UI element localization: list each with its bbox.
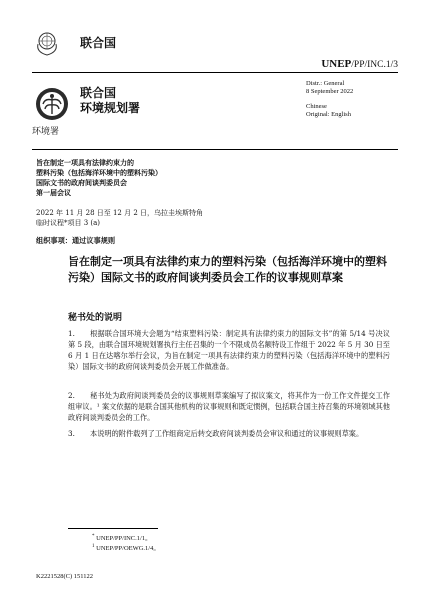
- unep-org-name: [80, 86, 140, 116]
- footnote-text: UNEP/PP/INC.1/1。: [96, 535, 152, 542]
- unep-org-line2: 环境规划署: [80, 101, 141, 115]
- session-dates: 2022 年 11 月 28 日至 12 月 2 日，乌拉圭埃斯特角: [36, 209, 204, 217]
- distr-line: Distr.: General: [306, 80, 345, 87]
- footnote-2: [92, 543, 160, 552]
- paragraph-number: 3.: [68, 429, 75, 438]
- footnote-text: UNEP/PP/OEWG.1/4。: [96, 545, 160, 552]
- date-line: 8 September 2022: [306, 88, 354, 95]
- paragraph-2: [68, 390, 390, 423]
- footnote-marker: 1: [92, 543, 95, 549]
- document-title: 旨在制定一项具有法律约束力的塑料污染（包括海洋环境中的塑料污染）国际文书的政府间谈判委员会工作的议事规则草案: [68, 255, 387, 284]
- meeting-line-4: 第一届会议: [36, 189, 71, 197]
- paragraph-text: 根据联合国环境大会题为“结束塑料污染：制定具有法律约束力的国际文书”的第 5/14 号决议第 5 段，由联合国环境规划署执行主任召集的一个不限成员名额特设工作组于 2022 年 5 月 30 日至 6 月 1 日在达喀尔举行会议，为旨在制定一项具有法律约束力的塑料污染（包括海洋环境中的塑料污染）国际文书的政府间谈判委员会开展工作做准备。: [68, 329, 390, 371]
- session-info: [36, 208, 203, 228]
- footnote-rule: [68, 528, 158, 529]
- agenda-reference: 临时议程*项目 3 (a): [36, 219, 101, 227]
- symbol-suffix: /PP/INC.1/3: [351, 60, 398, 70]
- paragraph-3: [68, 428, 390, 439]
- unep-org-line1: 联合国: [80, 86, 117, 100]
- note-title: 秘书处的说明: [68, 313, 123, 323]
- meeting-heading: [36, 158, 162, 198]
- job-number: K2221528(C) 151122: [36, 573, 93, 580]
- footnote-marker: *: [92, 533, 95, 539]
- un-emblem-icon: [34, 30, 60, 56]
- un-org-name: 联合国: [80, 36, 117, 50]
- paragraph-text: 秘书处为政府间谈判委员会的议事规则草案编写了拟议案文，将其作为一份工作文件提交工作组审议。¹ 案文依据的是联合国其他机构的议事规则和既定惯例，包括联合国主持召集的环境领域其他政府间谈判委员会的工作。: [68, 391, 390, 422]
- meeting-line-3: 国际文书的政府间谈判委员会: [36, 179, 127, 187]
- emblem-caption: 环境署: [32, 127, 60, 137]
- meeting-line-2: 塑料污染（包括海洋环境中的塑料污染）: [36, 169, 162, 177]
- paragraph-1: [68, 328, 390, 372]
- document-symbol: [321, 58, 398, 70]
- distribution-info: [306, 80, 353, 119]
- unep-emblem-icon: [34, 86, 70, 122]
- agenda-item: 组织事项：通过议事规则: [36, 236, 116, 245]
- paragraph-number: 1.: [68, 329, 75, 338]
- paragraph-text: 本说明的附件载列了工作组商定后转交政府间谈判委员会审议和通过的议事规则草案。: [90, 429, 364, 438]
- footnote-1: [92, 533, 152, 542]
- language-line: Chinese: [306, 103, 327, 110]
- section-rule: [32, 149, 398, 150]
- original-line: Original: English: [306, 111, 351, 118]
- paragraph-number: 2.: [68, 391, 75, 400]
- meeting-line-1: 旨在制定一项具有法律约束力的: [36, 159, 134, 167]
- symbol-prefix: UNEP: [321, 58, 352, 70]
- header-rule: [32, 72, 398, 73]
